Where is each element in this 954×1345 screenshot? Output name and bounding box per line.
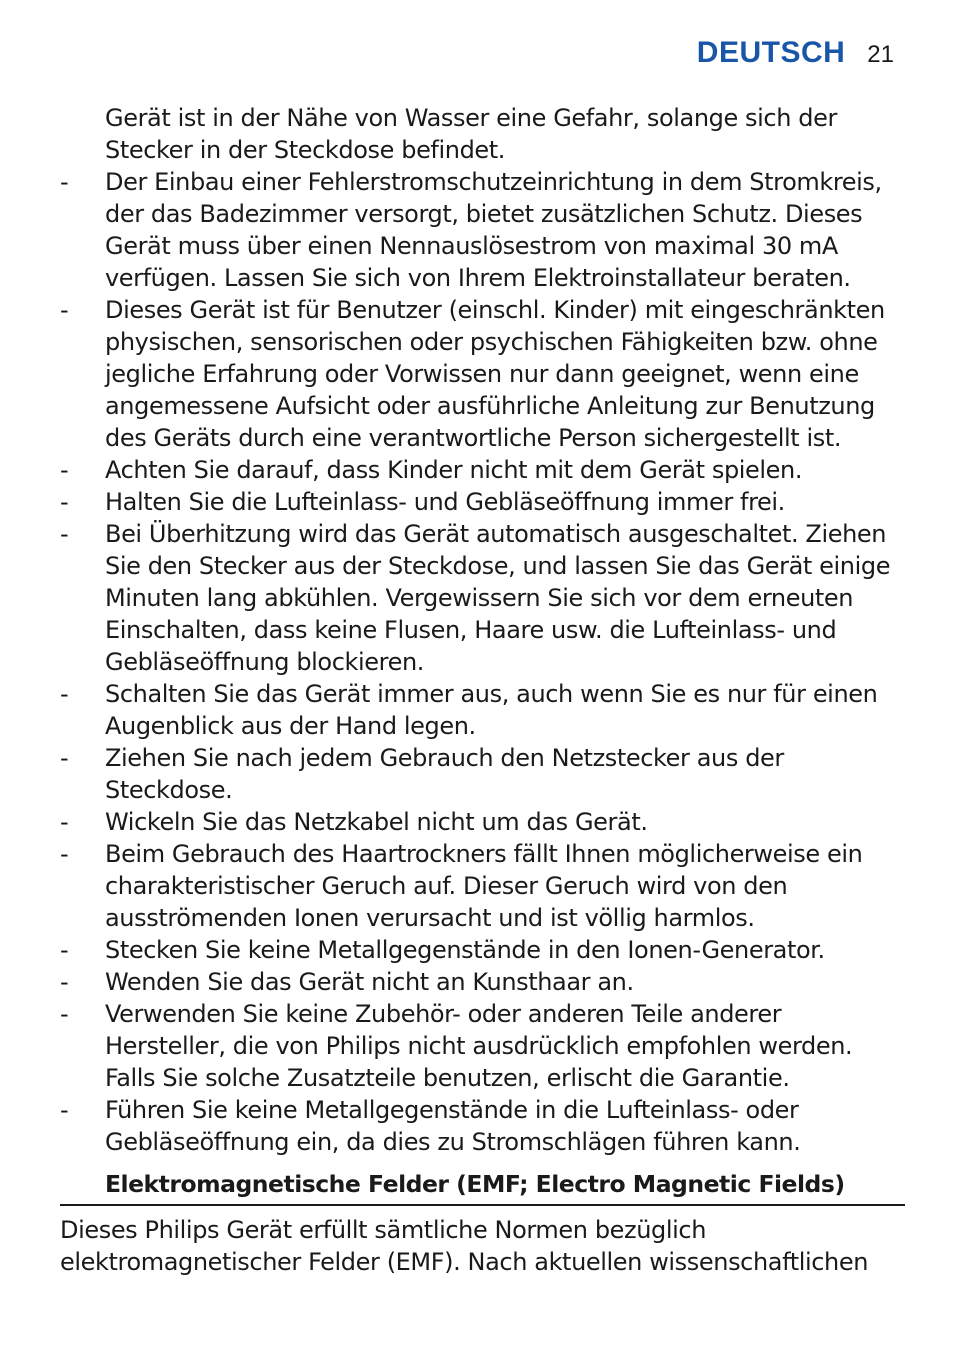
list-item: - Führen Sie keine Metallgegenstände in die Lufteinlass- oder Gebläseöffnung ein, da dies zu Stromschlägen führen kann. xyxy=(60,1094,905,1158)
safety-list xyxy=(60,166,905,1158)
page-header xyxy=(697,36,894,70)
list-item: - Stecken Sie keine Metallgegenstände in den Ionen-Generator. xyxy=(60,934,905,966)
page-content xyxy=(60,102,905,1278)
list-item: - Verwenden Sie keine Zubehör- oder anderen Teile anderer Hersteller, die von Philips nicht ausdrücklich empfohlen werden. Falls Sie solche Zusatzteile benutzen, erlischt die Garantie. xyxy=(60,998,905,1094)
language-label: DEUTSCH xyxy=(696,36,846,69)
page-number: 21 xyxy=(867,41,894,68)
continued-text: Gerät ist in der Nähe von Wasser eine Gefahr, solange sich der Stecker in der Steckdose befindet. xyxy=(105,104,837,164)
list-item: - Schalten Sie das Gerät immer aus, auch wenn Sie es nur für einen Augenblick aus der Hand legen. xyxy=(60,678,905,742)
list-item: - Bei Überhitzung wird das Gerät automatisch ausgeschaltet. Ziehen Sie den Stecker aus der Steckdose, und lassen Sie das Gerät einige Minuten lang abkühlen. Vergewissern Sie sich vor dem erneuten Einschalten, dass keine Flusen, Haare usw. die Lufteinlass- und Gebläseöffnung blockieren. xyxy=(60,518,905,678)
section-divider xyxy=(60,1204,905,1206)
list-item: - Achten Sie darauf, dass Kinder nicht mit dem Gerät spielen. xyxy=(60,454,905,486)
list-item: - Dieses Gerät ist für Benutzer (einschl. Kinder) mit eingeschränkten physischen, sensorischen oder psychischen Fähigkeiten bzw. ohne jegliche Erfahrung oder Vorwissen nur dann geeignet, wenn eine angemessene Aufsicht oder ausführliche Anleitung zur Benutzung des Geräts durch eine verantwortliche Person sichergestellt ist. xyxy=(60,294,905,454)
list-item: - Ziehen Sie nach jedem Gebrauch den Netzstecker aus der Steckdose. xyxy=(60,742,905,806)
list-item: - Wickeln Sie das Netzkabel nicht um das Gerät. xyxy=(60,806,905,838)
list-item: - Wenden Sie das Gerät nicht an Kunsthaar an. xyxy=(60,966,905,998)
list-item: - Beim Gebrauch des Haartrockners fällt Ihnen möglicherweise ein charakteristischer Geruch auf. Dieser Geruch wird von den ausströmenden Ionen verursacht und ist völlig harmlos. xyxy=(60,838,905,934)
list-item: - Der Einbau einer Fehlerstromschutzeinrichtung in dem Stromkreis, der das Badezimmer versorgt, bietet zusätzlichen Schutz. Dieses Gerät muss über einen Nennauslösestrom von maximal 30 mA verfügen. Lassen Sie sich von Ihrem Elektroinstallateur beraten. xyxy=(60,166,905,294)
list-item: - Halten Sie die Lufteinlass- und Gebläseöffnung immer frei. xyxy=(60,486,905,518)
section-heading: Elektromagnetische Felder (EMF; Electro Magnetic Fields) xyxy=(105,1170,845,1198)
section-paragraph: Dieses Philips Gerät erfüllt sämtliche Normen bezüglich elektromagnetischer Felder (EMF). Nach aktuellen wissenschaftlichen xyxy=(60,1216,869,1276)
